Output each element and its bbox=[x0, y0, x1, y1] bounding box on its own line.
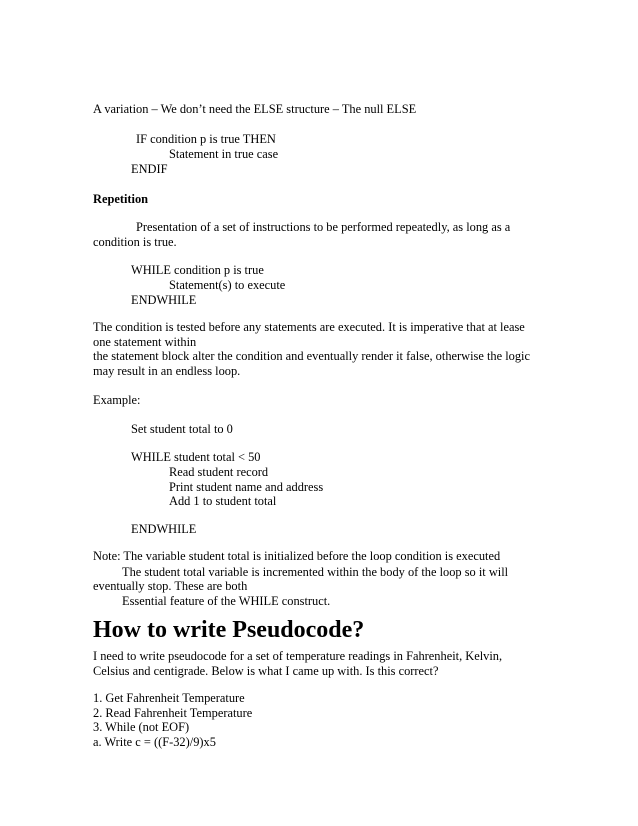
example-note-line1: Note: The variable student total is initialized before the loop condition is executed bbox=[93, 549, 501, 563]
condition-note-line3: the statement block alter the condition and eventually render it false, otherwise the logic bbox=[93, 349, 530, 363]
add-total-line: Add 1 to student total bbox=[169, 494, 277, 508]
endif-line: ENDIF bbox=[131, 162, 168, 176]
pseudocode-heading: How to write Pseudocode? bbox=[93, 617, 365, 643]
example-endwhile-line: ENDWHILE bbox=[131, 522, 197, 536]
statement-line: Statement in true case bbox=[169, 147, 279, 161]
example-note-line4: Essential feature of the WHILE construct. bbox=[122, 594, 331, 608]
condition-note-line4: may result in an endless loop. bbox=[93, 364, 241, 378]
pseudocode-para-line1: I need to write pseudocode for a set of temperature readings in Fahrenheit, Kelvin, bbox=[93, 649, 503, 663]
print-name-line: Print student name and address bbox=[169, 480, 324, 494]
step-a: a. Write c = ((F-32)/9)x5 bbox=[93, 735, 216, 749]
step-3: 3. While (not EOF) bbox=[93, 720, 190, 734]
example-while-line: WHILE student total < 50 bbox=[131, 450, 261, 464]
pseudocode-para-line2: Celsius and centigrade. Below is what I came up with. Is this correct? bbox=[93, 664, 439, 678]
while-line: WHILE condition p is true bbox=[131, 263, 264, 277]
null-else-intro: A variation – We don’t need the ELSE structure – The null ELSE bbox=[93, 102, 417, 116]
endwhile-line: ENDWHILE bbox=[131, 293, 197, 307]
step-2: 2. Read Fahrenheit Temperature bbox=[93, 706, 253, 720]
example-note-line3: eventually stop. These are both bbox=[93, 579, 248, 593]
read-record-line: Read student record bbox=[169, 465, 269, 479]
repetition-heading: Repetition bbox=[93, 192, 149, 206]
step-1: 1. Get Fahrenheit Temperature bbox=[93, 691, 245, 705]
repetition-para-line2: condition is true. bbox=[93, 235, 177, 249]
condition-note-line2: one statement within bbox=[93, 335, 197, 349]
repetition-para-line1: Presentation of a set of instructions to be performed repeatedly, as long as a bbox=[136, 220, 511, 234]
condition-note-line1: The condition is tested before any statements are executed. It is imperative that at lease bbox=[93, 320, 525, 334]
set-total-line: Set student total to 0 bbox=[131, 422, 233, 436]
if-line: IF condition p is true THEN bbox=[136, 132, 276, 146]
while-statement-line: Statement(s) to execute bbox=[169, 278, 286, 292]
example-label: Example: bbox=[93, 393, 141, 407]
example-note-line2: The student total variable is incremented within the body of the loop so it will bbox=[122, 565, 509, 579]
